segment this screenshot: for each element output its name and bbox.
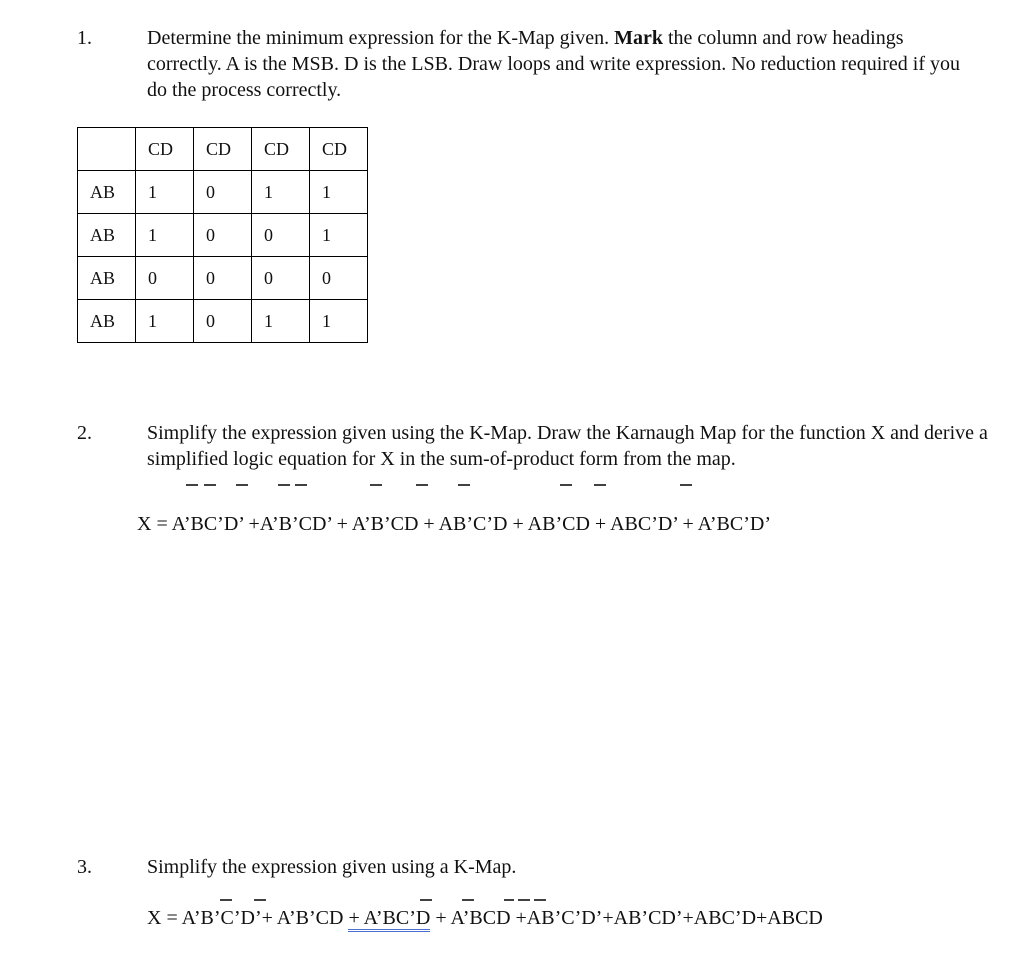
kmap-cell: 0 [252,257,310,300]
q1-number: 1. [77,27,92,49]
q1-text [147,25,967,103]
q2-number: 2. [77,422,92,444]
kmap-cell: 1 [310,214,368,257]
q2-text: Simplify the expression given using the K-Map. Draw the Karnaugh Map for the function X and derive a simplified logic equation for X in the sum-of-product form from the map. [147,422,988,470]
kmap-col-header: CD [136,128,194,171]
kmap-cell: 0 [194,214,252,257]
kmap-row-header: AB [78,171,136,214]
kmap-row [78,214,368,257]
kmap-row [78,300,368,343]
kmap-cell: 0 [194,257,252,300]
q1-text-part2: the column and row headings correctly. A is the MSB. D is the LSB. Draw loops and write expression. No reduction required if you do the process correctly. [147,27,961,101]
q2-equation: X = A’BC’D’ +A’B’CD’ + A’B’CD + AB’C’D + AB’CD + ABC’D’ + A’BC’D’ [137,513,771,535]
q3-equation-part1: X = A’B’C’D’+ A’B’CD [147,907,349,929]
kmap-row-header: AB [78,214,136,257]
kmap-col-header: CD [252,128,310,171]
q1-text-bold: Mark [614,27,663,49]
q3-equation [147,905,823,931]
kmap-cell: 0 [252,214,310,257]
kmap-corner-cell [78,128,136,171]
kmap-cell: 0 [194,171,252,214]
kmap-table [77,127,368,343]
q1-text-part1: Determine the minimum expression for the K-Map given. [147,27,610,49]
kmap-row [78,257,368,300]
kmap-cell: 0 [310,257,368,300]
kmap-row-header: AB [78,257,136,300]
kmap-cell: 1 [310,171,368,214]
kmap-col-header: CD [194,128,252,171]
kmap-cell: 1 [252,171,310,214]
kmap-row [78,171,368,214]
kmap-cell: 1 [136,171,194,214]
q3-text: Simplify the expression given using a K-Map. [147,856,517,878]
kmap-cell: 1 [252,300,310,343]
kmap-cell: 0 [194,300,252,343]
kmap-cell: 1 [136,300,194,343]
q3-number: 3. [77,856,92,878]
kmap-header-row [78,128,368,171]
kmap-row-header: AB [78,300,136,343]
kmap-cell: 0 [136,257,194,300]
q3-equation-underlined-term: + A’BC’D [348,907,430,932]
kmap-cell: 1 [136,214,194,257]
kmap-col-header: CD [310,128,368,171]
kmap-cell: 1 [310,300,368,343]
q3-equation-part2: + A’BCD +AB’C’D’+AB’CD’+ABC’D+ABCD [430,907,823,929]
